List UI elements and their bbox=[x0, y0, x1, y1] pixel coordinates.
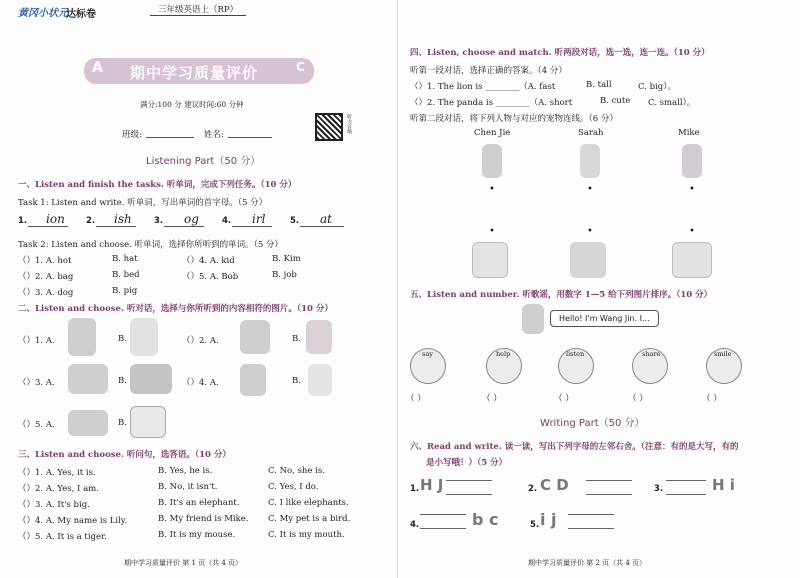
page-footer: 期中学习质量评价 第 2 页（共 4 页） bbox=[528, 559, 647, 567]
section-1-title: 一、Listen and finish the tasks. 听单词，完成下列任务。（10 分） bbox=[18, 180, 297, 190]
response-2-option-b[interactable]: B. No, it isn't. bbox=[158, 482, 218, 492]
letter-item-3-letters: H i bbox=[712, 476, 735, 494]
choice-row[interactable]: （）4. A. kid bbox=[182, 256, 235, 266]
writing-header: Writing Part（50 分） bbox=[540, 418, 645, 429]
write-item-5-suffix: at bbox=[320, 212, 332, 226]
response-4-question: ）4. A. My name is Lily. bbox=[26, 516, 128, 526]
letter-item-3-field[interactable] bbox=[666, 480, 706, 481]
section-4-part-1: 听第一段对话，选择正确的答案。（4 分） bbox=[410, 66, 567, 76]
girl-image[interactable] bbox=[306, 320, 332, 354]
pic-choice-4-option-b[interactable]: B. bbox=[292, 376, 301, 386]
order-answer-bracket[interactable]: （ ） bbox=[482, 394, 502, 404]
letter-item-3-num: 3. bbox=[654, 484, 664, 494]
picture-choice-row[interactable]: （）4. A. bbox=[182, 378, 219, 388]
write-item-4-num: 4. bbox=[222, 216, 232, 226]
response-5-option-b[interactable]: B. It is my mouse. bbox=[158, 530, 236, 540]
match-dot[interactable]: • bbox=[689, 226, 695, 237]
choice-5-question: ）5. A. Bob bbox=[190, 272, 239, 282]
write-item-4-suffix: irl bbox=[252, 212, 266, 226]
choice-4-question: ）4. A. kid bbox=[190, 256, 235, 266]
write-item-2-field[interactable] bbox=[96, 226, 136, 227]
choice-2-question: ）2. A. bag bbox=[26, 272, 74, 282]
song-picture-label: share bbox=[642, 350, 661, 358]
pic-choice-1-question: ）1. A. bbox=[26, 336, 55, 346]
pic-choice-2-question: ）2. A. bbox=[190, 336, 219, 346]
response-row[interactable]: （）1. A. Yes, it is. bbox=[18, 468, 96, 478]
man-waving-image[interactable] bbox=[240, 320, 270, 354]
title-letter-c: C bbox=[296, 60, 305, 74]
pic-choice-4-question: ）4. A. bbox=[190, 378, 219, 388]
fill-1-option-c[interactable]: C. big）。 bbox=[638, 82, 676, 92]
response-1-option-c[interactable]: C. No, she is. bbox=[268, 466, 325, 476]
picture-choice-row[interactable]: （）5. A. bbox=[18, 420, 55, 430]
pic-choice-3-question: ）3. A. bbox=[26, 378, 55, 388]
order-answer-bracket[interactable]: （ ） bbox=[702, 394, 722, 404]
match-dot[interactable]: • bbox=[587, 184, 593, 195]
letter-item-1-field[interactable] bbox=[446, 480, 492, 481]
write-item-1-suffix: ion bbox=[46, 212, 65, 226]
choice-row[interactable]: （）3. A. dog bbox=[18, 288, 74, 298]
response-row[interactable]: （）3. A. It's big. bbox=[18, 500, 90, 510]
response-4-option-b[interactable]: B. My friend is Mike. bbox=[158, 514, 249, 524]
bird-image bbox=[472, 242, 508, 278]
pic-choice-1-option-b[interactable]: B. bbox=[118, 334, 127, 344]
song-picture-label: listen bbox=[566, 350, 585, 358]
match-dot[interactable]: • bbox=[489, 226, 495, 237]
section-3-title: 三、Listen and choose. 听问句，选答语。（10 分） bbox=[18, 450, 231, 460]
letter-item-2-field[interactable] bbox=[586, 494, 632, 495]
letter-item-5-letters: i j bbox=[540, 510, 557, 529]
write-item-2-suffix: ish bbox=[114, 212, 132, 226]
section-6-title-cont: 是小写哦！）（5 分） bbox=[426, 458, 508, 468]
chen-jie-image bbox=[482, 144, 502, 178]
choice-5-option-b[interactable]: B. job bbox=[272, 270, 297, 280]
letter-item-4-letters: b c bbox=[472, 510, 499, 529]
choice-row[interactable]: （）2. A. bag bbox=[18, 272, 74, 282]
letter-item-4-field[interactable] bbox=[420, 528, 466, 529]
letter-item-2-num: 2. bbox=[528, 484, 538, 494]
letter-item-4-num: 4. bbox=[410, 520, 420, 530]
letter-item-2-letters: C D bbox=[540, 476, 569, 494]
letter-item-1-letters: H J bbox=[420, 476, 444, 494]
listening-header: Listening Part（50 分） bbox=[146, 156, 261, 167]
section-4-part-2: 听第二段对话，将下列人物与对应的宠物连线。（6 分） bbox=[410, 114, 618, 124]
response-row[interactable]: （）2. A. Yes, I am. bbox=[18, 484, 99, 494]
match-dot[interactable]: • bbox=[489, 184, 495, 195]
wang-jin-image bbox=[522, 304, 544, 334]
fill-1-question: ）1. The lion is ________（A. fast bbox=[418, 82, 556, 92]
fill-row[interactable]: （）1. The lion is ________（A. fast bbox=[410, 82, 556, 92]
lion-image[interactable] bbox=[130, 364, 172, 394]
grade-label: 三年级英语上（RP） bbox=[150, 3, 246, 16]
child-front-image[interactable] bbox=[130, 318, 158, 356]
series-label: 达标卷 bbox=[66, 9, 96, 20]
choice-4-option-b[interactable]: B. Kim bbox=[272, 254, 301, 264]
fill-row[interactable]: （）2. The panda is ________（A. short bbox=[410, 98, 573, 108]
choice-1-question: ）1. A. hot bbox=[26, 256, 72, 266]
picture-choice-row[interactable]: （）3. A. bbox=[18, 378, 55, 388]
title-letter-a: A bbox=[92, 60, 103, 76]
write-item-4-field[interactable] bbox=[232, 226, 272, 227]
name-field[interactable] bbox=[228, 137, 272, 138]
section-4-title: 四、Listen, choose and match. 听两段对话，选一选，连一连。（10 分） bbox=[410, 48, 710, 58]
person-name: Sarah bbox=[578, 128, 604, 138]
left-page bbox=[0, 0, 398, 578]
letter-item-1-num: 1. bbox=[410, 484, 420, 494]
class-label: 班级: bbox=[122, 130, 142, 140]
order-answer-bracket[interactable]: （ ） bbox=[406, 394, 426, 404]
task-1-instruction: Task 1: Listen and write. 听单词，写出单词的首字母。（5 分） bbox=[18, 198, 268, 208]
letter-item-5-field[interactable] bbox=[568, 528, 614, 529]
section-2-title: 二、Listen and choose. 听对话，选择与你所听到的内容相符的图片。（10 分） bbox=[18, 304, 333, 314]
dog-image bbox=[672, 242, 712, 278]
qr-label: 听力音频 bbox=[346, 114, 352, 134]
match-dot[interactable]: • bbox=[689, 184, 695, 195]
brand-logo: 黄冈小状元 bbox=[18, 8, 68, 19]
person-name: Chen Jie bbox=[474, 128, 511, 138]
letter-item-5-field[interactable] bbox=[568, 514, 614, 515]
response-1-option-b[interactable]: B. Yes, he is. bbox=[158, 466, 213, 476]
picture-choice-row[interactable]: （）2. A. bbox=[182, 336, 219, 346]
song-picture-label: say bbox=[422, 350, 433, 358]
pic-choice-2-option-b[interactable]: B. bbox=[292, 334, 301, 344]
pic-choice-5-option-b[interactable]: B. bbox=[118, 418, 127, 428]
choice-row[interactable]: （）5. A. Bob bbox=[182, 272, 239, 282]
response-3-option-c[interactable]: C. I like elephants. bbox=[268, 498, 349, 508]
response-3-option-b[interactable]: B. It's an elephant. bbox=[158, 498, 240, 508]
song-picture-label: help bbox=[496, 350, 511, 358]
response-row[interactable]: （）4. A. My name is Lily. bbox=[18, 516, 128, 526]
picture-choice-row[interactable]: （）1. A. bbox=[18, 336, 55, 346]
child-back-image[interactable] bbox=[68, 318, 96, 356]
section-5-title: 五、Listen and number. 听歌谣，用数字 1—5 给下列图片排序。（10 分） bbox=[410, 290, 713, 300]
section-6-title: 六、Read and write. 读一读，写出下列字母的左邻右舍。（注意：有的是大写，有的 bbox=[410, 442, 739, 452]
fill-2-option-b[interactable]: B. cute bbox=[600, 96, 631, 106]
response-5-option-c[interactable]: C. It is my mouth. bbox=[268, 530, 345, 540]
qr-code-icon[interactable] bbox=[315, 113, 343, 141]
woman-image[interactable] bbox=[240, 364, 266, 396]
write-item-3-num: 3. bbox=[154, 216, 164, 226]
speech-bubble: Hello! I'm Wang Jin. I... bbox=[550, 310, 659, 327]
cat-image bbox=[570, 242, 606, 278]
write-item-2-num: 2. bbox=[86, 216, 96, 226]
fill-1-option-b[interactable]: B. tall bbox=[586, 80, 612, 90]
letter-item-5-num: 5. bbox=[530, 520, 540, 530]
task-2-instruction: Task 2: Listen and choose. 听单词，选择你所听到的单词。（5 分） bbox=[18, 240, 283, 250]
class-field[interactable] bbox=[146, 137, 194, 138]
response-5-question: ）5. A. It is a tiger. bbox=[26, 532, 107, 542]
letter-item-4-field[interactable] bbox=[420, 514, 466, 515]
grandma-image[interactable] bbox=[308, 364, 332, 396]
song-picture-label: smile bbox=[714, 350, 732, 358]
pic-choice-3-option-b[interactable]: B. bbox=[118, 376, 127, 386]
fill-2-option-c[interactable]: C. small）。 bbox=[648, 98, 696, 108]
exam-meta: 满分:100 分 建议时间:60 分钟 bbox=[140, 100, 244, 109]
write-item-3-suffix: og bbox=[184, 212, 199, 226]
response-2-question: ）2. A. Yes, I am. bbox=[26, 484, 99, 494]
write-item-1-num: 1. bbox=[18, 216, 28, 226]
fish-image[interactable] bbox=[68, 410, 108, 436]
letter-item-1-field[interactable] bbox=[446, 494, 492, 495]
choice-3-option-b[interactable]: B. pig bbox=[112, 286, 138, 296]
write-item-5-field[interactable] bbox=[300, 226, 344, 227]
page-title: 期中学习质量评价 bbox=[130, 64, 259, 82]
elephant-image[interactable] bbox=[68, 364, 108, 394]
name-label: 姓名: bbox=[204, 130, 224, 140]
response-row[interactable]: （）5. A. It is a tiger. bbox=[18, 532, 107, 542]
response-2-option-c[interactable]: C. Yes, I do. bbox=[268, 482, 319, 492]
order-answer-bracket[interactable]: （ ） bbox=[628, 394, 648, 404]
letter-item-2-field[interactable] bbox=[586, 480, 632, 481]
fill-2-question: ）2. The panda is ________（A. short bbox=[418, 98, 573, 108]
sarah-image bbox=[580, 144, 600, 178]
response-3-question: ）3. A. It's big. bbox=[26, 500, 90, 510]
choice-row[interactable]: （）1. A. hot bbox=[18, 256, 72, 266]
write-item-5-num: 5. bbox=[290, 216, 300, 226]
response-1-question: ）1. A. Yes, it is. bbox=[26, 468, 96, 478]
person-name: Mike bbox=[678, 128, 700, 138]
page-footer: 期中学习质量评价 第 1 页（共 4 页） bbox=[124, 559, 243, 567]
match-dot[interactable]: • bbox=[587, 226, 593, 237]
choice-2-option-b[interactable]: B. bed bbox=[112, 270, 140, 280]
write-item-1-field[interactable] bbox=[28, 226, 68, 227]
choice-1-option-b[interactable]: B. hat bbox=[112, 254, 138, 264]
letter-item-3-field[interactable] bbox=[666, 494, 706, 495]
right-page bbox=[400, 0, 800, 578]
write-item-3-field[interactable] bbox=[164, 226, 204, 227]
response-4-option-c[interactable]: C. My pet is a bird. bbox=[268, 514, 351, 524]
rabbit-image[interactable] bbox=[130, 406, 166, 438]
mike-image bbox=[682, 144, 702, 178]
pic-choice-5-question: ）5. A. bbox=[26, 420, 55, 430]
choice-3-question: ）3. A. dog bbox=[26, 288, 74, 298]
order-answer-bracket[interactable]: （ ） bbox=[554, 394, 574, 404]
